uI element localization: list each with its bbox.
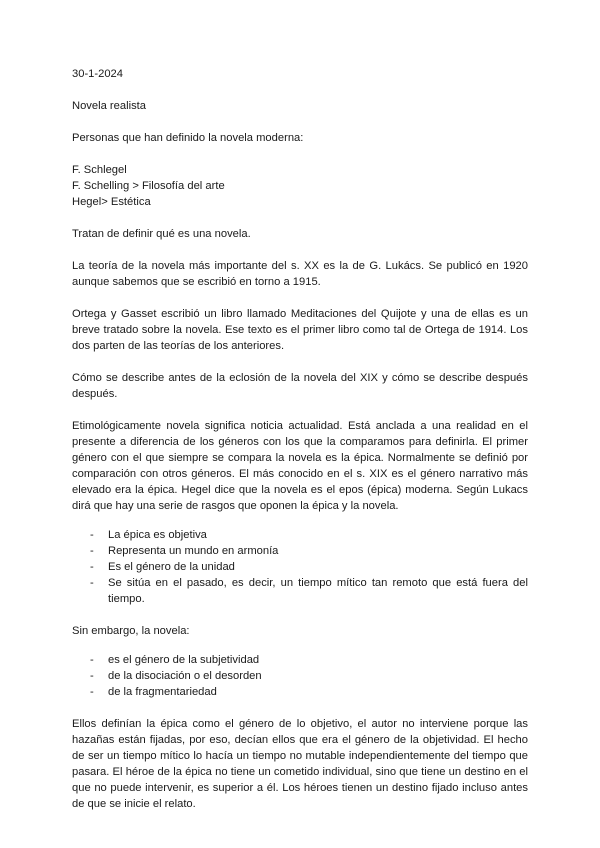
page-title: Novela realista xyxy=(72,100,146,112)
paragraph-2: La teoría de la novela más importante del s. XX es la de G. Lukács. Se publicó en 1920 aunque sabemos que se escribió en torno a 1915. xyxy=(72,260,528,288)
paragraph-6: Sin embargo, la novela: xyxy=(72,625,190,637)
dash-bullet: - xyxy=(90,545,94,557)
person-item: F. Schlegel xyxy=(72,164,127,176)
date: 30-1-2024 xyxy=(72,68,124,80)
list-item: - de la disociación o el desorden xyxy=(90,670,262,682)
person-item: Hegel> Estética xyxy=(72,196,151,208)
list-item: - La épica es objetiva xyxy=(90,529,207,541)
dash-bullet: - xyxy=(90,529,94,541)
person-item: F. Schelling > Filosofía del arte xyxy=(72,180,225,192)
paragraph-3: Ortega y Gasset escribió un libro llamado Meditaciones del Quijote y una de ellas es un breve tratado sobre la novela. Ese texto es el primer libro como tal de Ortega de 1914. Los dos parten de las teorías de los anteriores. xyxy=(72,308,528,352)
intro-label: Personas que han definido la novela moderna: xyxy=(72,132,304,144)
paragraph-7: Ellos definían la épica como el género de lo objetivo, el autor no interviene porque las hazañas están fijadas, por eso, decían ellos que era el género de la objetividad. El hecho de ser un tiempo mítico lo hacía un tiempo no mutable independientemente del tiempo que pasara. El héroe de la épica no tiene un cometido individual, sino que tiene un destino en el que no puede intervenir, es superior a él. Los héroes tienen un destino fijado incluso antes de que se inicie el relato. xyxy=(72,718,528,810)
dash-bullet: - xyxy=(90,686,94,698)
people-list xyxy=(72,162,528,210)
paragraph-4: Cómo se describe antes de la eclosión de la novela del XIX y cómo se describe después después. xyxy=(72,372,528,400)
novela-traits-list xyxy=(72,652,528,700)
list-item: - es el género de la subjetividad xyxy=(90,654,260,666)
dash-bullet: - xyxy=(90,561,94,573)
document-page xyxy=(72,66,528,812)
list-item: - Es el género de la unidad xyxy=(90,561,235,573)
list-item: - Representa un mundo en armonía xyxy=(90,545,279,557)
dash-bullet: - xyxy=(90,670,94,682)
dash-bullet: - xyxy=(90,577,94,589)
paragraph-5: Etimológicamente novela significa noticia actualidad. Está anclada a una realidad en el presente a diferencia de los géneros con los que la comparamos para definirla. El primer género con el que siempre se compara la novela es la épica. Normalmente se definió por comparación con otros géneros. El más conocido en el s. XIX es el género narrativo más elevado era la épica. Hegel dice que la novela es el epos (épica) moderna. Según Lukacs dirá que hay una serie de rasgos que oponen la épica y la novela. xyxy=(72,420,528,512)
epica-traits-list xyxy=(72,527,528,607)
list-item: - de la fragmentariedad xyxy=(90,686,217,698)
list-item: - Se sitúa en el pasado, es decir, un tiempo mítico tan remoto que está fuera del tiempo. xyxy=(90,577,528,605)
dash-bullet: - xyxy=(90,654,94,666)
paragraph-1: Tratan de definir qué es una novela. xyxy=(72,228,251,240)
